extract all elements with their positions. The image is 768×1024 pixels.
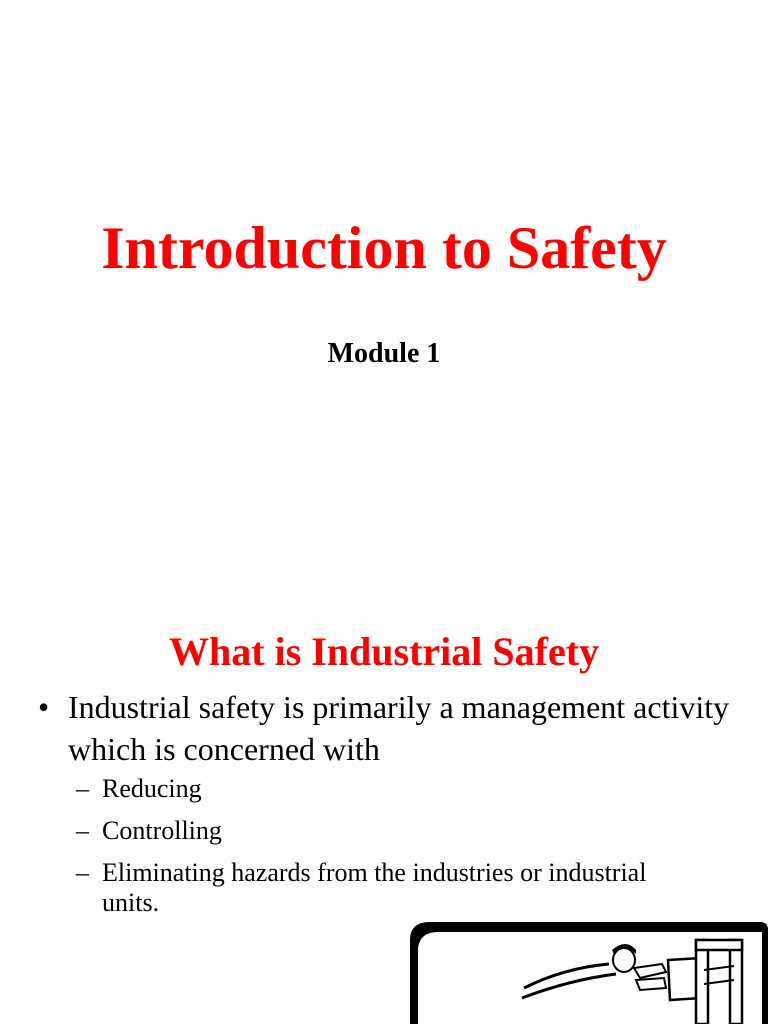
sub-item-text: Eliminating hazards from the industries or industrial units. [102, 858, 647, 917]
sub-item-reducing [76, 774, 676, 804]
sub-marker: – [76, 774, 89, 803]
sub-marker: – [76, 816, 89, 845]
slide-subtitle: Module 1 [327, 338, 441, 369]
slide-heading: What is Industrial Safety [168, 629, 600, 674]
sub-item-text: Reducing [102, 774, 202, 803]
sub-list [76, 774, 676, 930]
sub-item-controlling [76, 816, 676, 846]
worker-pushing-machine-clipart [404, 918, 768, 1024]
slide-title: Introduction to Safety [101, 215, 667, 281]
bullet-text: Industrial safety is primarily a management activity which is concerned with [68, 689, 730, 767]
slide-2 [0, 576, 768, 1024]
sub-item-eliminating [76, 858, 676, 918]
bullet-marker: • [38, 689, 50, 725]
sub-marker: – [76, 858, 89, 887]
sub-item-text: Controlling [102, 816, 222, 845]
bullet-item [38, 686, 738, 770]
